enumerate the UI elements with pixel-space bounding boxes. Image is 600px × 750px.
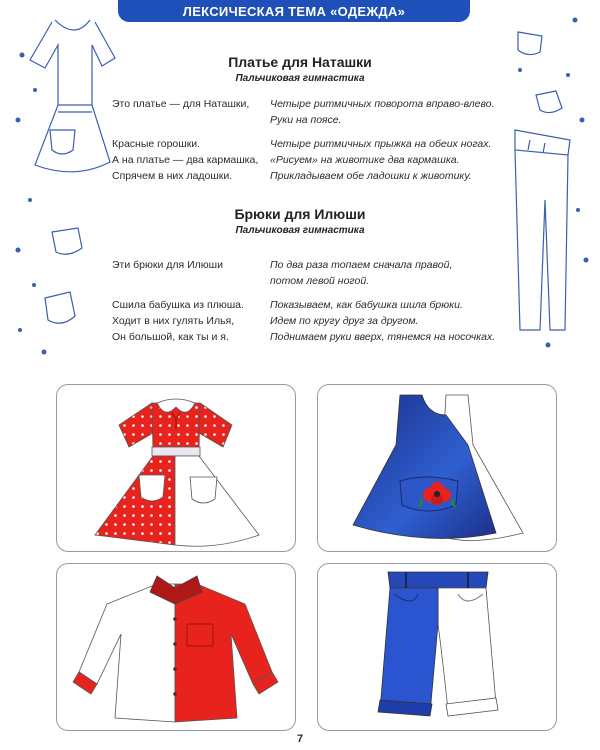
section2-subtitle: Пальчиковая гимнастика — [235, 225, 365, 236]
section2-title: Брюки для Илюши — [234, 206, 366, 222]
instruction-line: Прикладываем обе ладошки к животику. — [270, 170, 472, 182]
poem-line: Он большой, как ты и я. — [112, 331, 229, 343]
instruction-line: потом левой ногой. — [270, 275, 370, 287]
poem-line: Красные горошки. — [112, 138, 201, 150]
card-blue-sundress — [317, 384, 557, 552]
instruction-line: Поднимаем руки вверх, тянемся на носочках. — [270, 331, 496, 343]
instruction-line: Четыре ритмичных поворота вправо-влево. — [270, 98, 495, 110]
poem-line — [112, 273, 244, 289]
instruction-line: Идем по кругу друг за другом. — [270, 315, 419, 327]
card-red-dress — [56, 384, 296, 552]
instruction-line: По два раза топаем сначала правой, — [270, 259, 453, 271]
poem-line: Ходит в них гулять Илья, — [112, 315, 235, 327]
instruction-line: Показываем, как бабушка шила брюки. — [270, 299, 463, 311]
outline-dress-icon — [30, 20, 115, 172]
half-red-dress-icon — [57, 385, 295, 551]
half-blue-shorts-icon — [318, 564, 556, 730]
poem-line: Это платье — для Наташки, — [112, 98, 250, 110]
card-blue-shorts — [317, 563, 557, 731]
page-number: 7 — [296, 733, 304, 745]
instruction-line: Четыре ритмичных прыжка на обеих ногах. — [270, 138, 492, 150]
instruction-line: «Рисуем» на животике два кармашка. — [270, 154, 460, 166]
half-red-shirt-icon — [57, 564, 295, 730]
section1-subtitle: Пальчиковая гимнастика — [235, 73, 365, 84]
header-title: ЛЕКСИЧЕСКАЯ ТЕМА «ОДЕЖДА» — [182, 3, 406, 19]
section2-poem — [112, 257, 244, 345]
poem-line — [112, 112, 258, 128]
section1-instructions — [270, 96, 495, 184]
half-blue-sundress-icon — [318, 385, 556, 551]
poem-line: А на платье — два кармашка, — [112, 154, 259, 166]
poem-line: Спрячем в них ладошки. — [112, 170, 233, 182]
poem-line: Эти брюки для Илюши — [112, 259, 223, 271]
section1-title: Платье для Наташки — [228, 54, 372, 70]
instruction-line: Руки на поясе. — [270, 114, 342, 126]
section2-instructions — [270, 257, 495, 345]
card-red-shirt — [56, 563, 296, 731]
section1-poem — [112, 96, 258, 184]
poem-line: Сшила бабушка из плюша. — [112, 299, 244, 311]
